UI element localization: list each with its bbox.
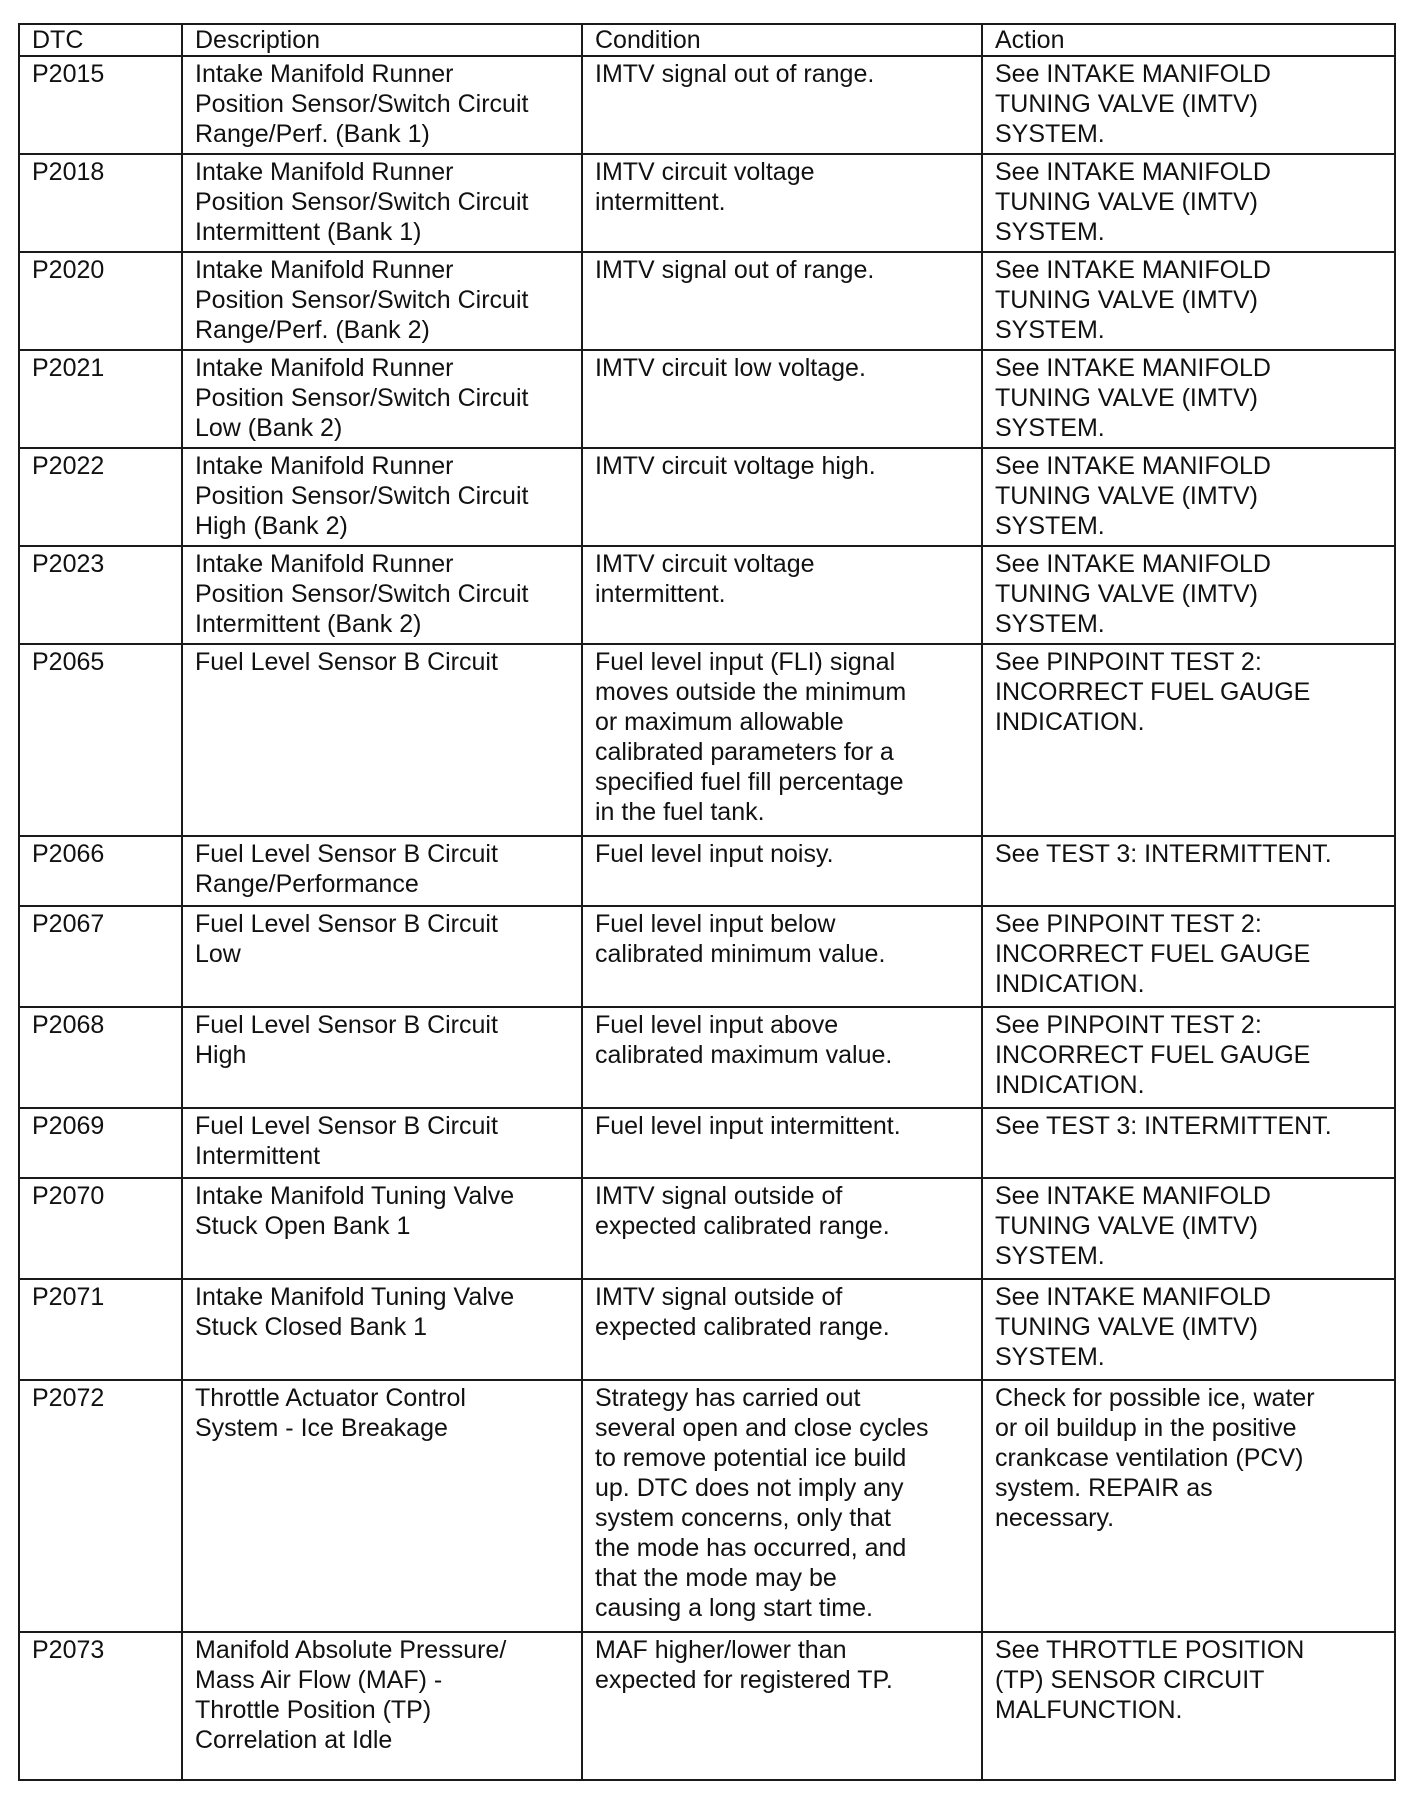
dtc-description: Intake Manifold Tuning Valve Stuck Open Bank 1: [182, 1178, 582, 1279]
dtc-condition: Fuel level input intermittent.: [582, 1108, 982, 1178]
header-dtc: DTC: [19, 24, 182, 56]
dtc-action: See INTAKE MANIFOLD TUNING VALVE (IMTV) SYSTEM.: [982, 252, 1395, 350]
dtc-code: P2021: [19, 350, 182, 448]
dtc-condition: IMTV circuit voltage high.: [582, 448, 982, 546]
dtc-action: See INTAKE MANIFOLD TUNING VALVE (IMTV) SYSTEM.: [982, 350, 1395, 448]
table-row: [19, 252, 1395, 350]
table-row: [19, 154, 1395, 252]
table-row: [19, 1632, 1395, 1780]
dtc-code: P2071: [19, 1279, 182, 1380]
dtc-action: See PINPOINT TEST 2: INCORRECT FUEL GAUGE INDICATION.: [982, 644, 1395, 836]
table-row: [19, 448, 1395, 546]
dtc-description: Intake Manifold Tuning Valve Stuck Closed Bank 1: [182, 1279, 582, 1380]
dtc-condition: IMTV signal outside of expected calibrated range.: [582, 1178, 982, 1279]
dtc-description: Fuel Level Sensor B Circuit Low: [182, 906, 582, 1007]
dtc-code: P2066: [19, 836, 182, 906]
dtc-condition: IMTV circuit low voltage.: [582, 350, 982, 448]
header-condition: Condition: [582, 24, 982, 56]
dtc-condition: Fuel level input above calibrated maximum value.: [582, 1007, 982, 1108]
table-row: [19, 1007, 1395, 1108]
dtc-code: P2068: [19, 1007, 182, 1108]
dtc-description: Fuel Level Sensor B Circuit High: [182, 1007, 582, 1108]
table-row: [19, 906, 1395, 1007]
dtc-action: Check for possible ice, water or oil buildup in the positive crankcase ventilation (PCV) system. REPAIR as necessary.: [982, 1380, 1395, 1632]
dtc-description: Intake Manifold Runner Position Sensor/Switch Circuit Range/Perf. (Bank 2): [182, 252, 582, 350]
dtc-code: P2067: [19, 906, 182, 1007]
dtc-action: See PINPOINT TEST 2: INCORRECT FUEL GAUGE INDICATION.: [982, 906, 1395, 1007]
dtc-description: Fuel Level Sensor B Circuit Range/Performance: [182, 836, 582, 906]
header-description: Description: [182, 24, 582, 56]
dtc-code: P2015: [19, 56, 182, 154]
table-row: [19, 1279, 1395, 1380]
dtc-code: P2022: [19, 448, 182, 546]
dtc-code: P2065: [19, 644, 182, 836]
dtc-table: [18, 23, 1396, 1781]
dtc-action: See INTAKE MANIFOLD TUNING VALVE (IMTV) SYSTEM.: [982, 56, 1395, 154]
dtc-description: Intake Manifold Runner Position Sensor/Switch Circuit Intermittent (Bank 1): [182, 154, 582, 252]
dtc-action: See INTAKE MANIFOLD TUNING VALVE (IMTV) SYSTEM.: [982, 1178, 1395, 1279]
table-row: [19, 56, 1395, 154]
dtc-action: See PINPOINT TEST 2: INCORRECT FUEL GAUGE INDICATION.: [982, 1007, 1395, 1108]
table-row: [19, 1108, 1395, 1178]
dtc-action: See INTAKE MANIFOLD TUNING VALVE (IMTV) SYSTEM.: [982, 546, 1395, 644]
dtc-action: See INTAKE MANIFOLD TUNING VALVE (IMTV) SYSTEM.: [982, 448, 1395, 546]
dtc-description: Intake Manifold Runner Position Sensor/Switch Circuit Range/Perf. (Bank 1): [182, 56, 582, 154]
dtc-condition: IMTV signal out of range.: [582, 56, 982, 154]
dtc-code: P2069: [19, 1108, 182, 1178]
dtc-condition: Fuel level input below calibrated minimum value.: [582, 906, 982, 1007]
table-row: [19, 1178, 1395, 1279]
dtc-description: Fuel Level Sensor B Circuit Intermittent: [182, 1108, 582, 1178]
dtc-code: P2020: [19, 252, 182, 350]
dtc-code: P2073: [19, 1632, 182, 1780]
dtc-description: Manifold Absolute Pressure/ Mass Air Flow (MAF) - Throttle Position (TP) Correlation at Idle: [182, 1632, 582, 1780]
dtc-action: See TEST 3: INTERMITTENT.: [982, 1108, 1395, 1178]
dtc-description: Intake Manifold Runner Position Sensor/Switch Circuit Low (Bank 2): [182, 350, 582, 448]
dtc-description: Throttle Actuator Control System - Ice Breakage: [182, 1380, 582, 1632]
dtc-condition: IMTV signal out of range.: [582, 252, 982, 350]
dtc-condition: IMTV circuit voltage intermittent.: [582, 154, 982, 252]
dtc-condition: Fuel level input (FLI) signal moves outside the minimum or maximum allowable calibrated parameters for a specified fuel fill percentage in the fuel tank.: [582, 644, 982, 836]
dtc-action: See THROTTLE POSITION (TP) SENSOR CIRCUIT MALFUNCTION.: [982, 1632, 1395, 1780]
table-row: [19, 644, 1395, 836]
dtc-condition: MAF higher/lower than expected for registered TP.: [582, 1632, 982, 1780]
dtc-code: P2018: [19, 154, 182, 252]
dtc-code: P2023: [19, 546, 182, 644]
dtc-action: See TEST 3: INTERMITTENT.: [982, 836, 1395, 906]
dtc-action: See INTAKE MANIFOLD TUNING VALVE (IMTV) SYSTEM.: [982, 1279, 1395, 1380]
dtc-description: Fuel Level Sensor B Circuit: [182, 644, 582, 836]
dtc-condition: Fuel level input noisy.: [582, 836, 982, 906]
dtc-description: Intake Manifold Runner Position Sensor/Switch Circuit High (Bank 2): [182, 448, 582, 546]
dtc-condition: Strategy has carried out several open and close cycles to remove potential ice build up. DTC does not imply any system concerns, only that the mode has occurred, and that the mode may be causing a long start time.: [582, 1380, 982, 1632]
dtc-description: Intake Manifold Runner Position Sensor/Switch Circuit Intermittent (Bank 2): [182, 546, 582, 644]
dtc-code: P2072: [19, 1380, 182, 1632]
table-header-row: [19, 24, 1395, 56]
table-row: [19, 350, 1395, 448]
table-row: [19, 836, 1395, 906]
header-action: Action: [982, 24, 1395, 56]
table-row: [19, 546, 1395, 644]
dtc-condition: IMTV circuit voltage intermittent.: [582, 546, 982, 644]
table-row: [19, 1380, 1395, 1632]
dtc-condition: IMTV signal outside of expected calibrated range.: [582, 1279, 982, 1380]
dtc-code: P2070: [19, 1178, 182, 1279]
dtc-action: See INTAKE MANIFOLD TUNING VALVE (IMTV) SYSTEM.: [982, 154, 1395, 252]
